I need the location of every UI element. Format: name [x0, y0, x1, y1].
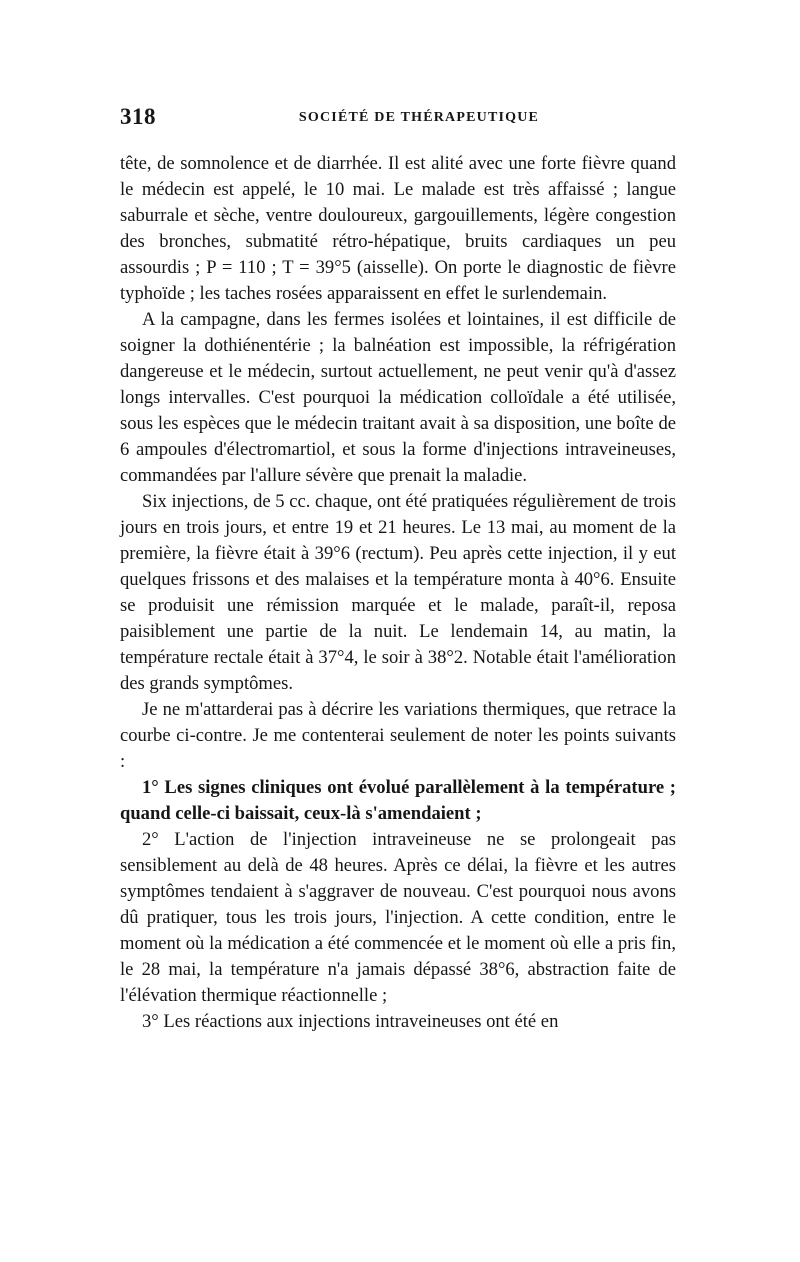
paragraph: Je ne m'attarderai pas à décrire les variations thermiques, que retrace la courbe ci-contre. Je me contenterai seulement de noter les points suivants : — [120, 699, 676, 772]
list-item-1: 1° Les signes cliniques ont évolué parallèlement à la température ; quand celle-ci baissait, ceux-là s'amendaient ; — [120, 777, 676, 824]
running-head: SOCIÉTÉ DE THÉRAPEUTIQUE — [298, 110, 540, 125]
list-item-3: 3° Les réactions aux injections intraveineuses ont été en — [142, 1011, 559, 1032]
list-item-2: 2° L'action de l'injection intraveineuse ne se prolongeait pas sensiblement au delà de 48 heures. Après ce délai, la fièvre et les autres symptômes tendaient à s'aggraver de nouveau. C'est pourquoi nous avons dû pratiquer, tous les trois jours, l'injection. A cette condition, entre le moment où la médication a été commencée et le moment où elle a pris fin, le 28 mai, la température n'a jamais dépassé 38°6, abstraction faite de l'élévation thermique réactionnelle ; — [120, 829, 676, 1006]
body-text — [120, 151, 676, 1035]
page-header — [120, 100, 678, 140]
paragraph: Six injections, de 5 cc. chaque, ont été pratiquées régulièrement de trois jours en trois jours, et entre 19 et 21 heures. Le 13 mai, au moment de la première, la fièvre était à 39°6 (rectum). Peu après cette injection, il y eut quelques frissons et des malaises et la température monta à 40°6. Ensuite se produisit une rémission marquée et le malade, paraît-il, reposa paisiblement une partie de la nuit. Le lendemain 14, au matin, la température rectale était à 37°4, le soir à 38°2. Notable était l'amélioration des grands symptômes. — [120, 491, 676, 694]
paragraph: A la campagne, dans les fermes isolées et lointaines, il est difficile de soigner la dothiénentérie ; la balnéation est impossible, la réfrigération dangereuse et le médecin, surtout actuellement, ne peut venir qu'à d'assez longs intervalles. C'est pourquoi la médication colloïdale a été utilisée, sous les espèces que le médecin traitant avait à sa disposition, une boîte de 6 ampoules d'électromartiol, et sous la forme d'injections intraveineuses, commandées par l'allure sévère que prenait la maladie. — [120, 309, 676, 486]
page-number: 318 — [120, 104, 156, 129]
paragraph-continuation: tête, de somnolence et de diarrhée. Il est alité avec une forte fièvre quand le médecin est appelé, le 10 mai. Le malade est très affaissé ; langue saburrale et sèche, ventre douloureux, gargouillements, légère congestion des bronches, submatité rétro-hépatique, bruits cardiaques un peu assourdis ; P = 110 ; T = 39°5 (aisselle). On porte le diagnostic de fièvre typhoïde ; les taches rosées apparaissent en effet le surlendemain. — [120, 153, 676, 304]
